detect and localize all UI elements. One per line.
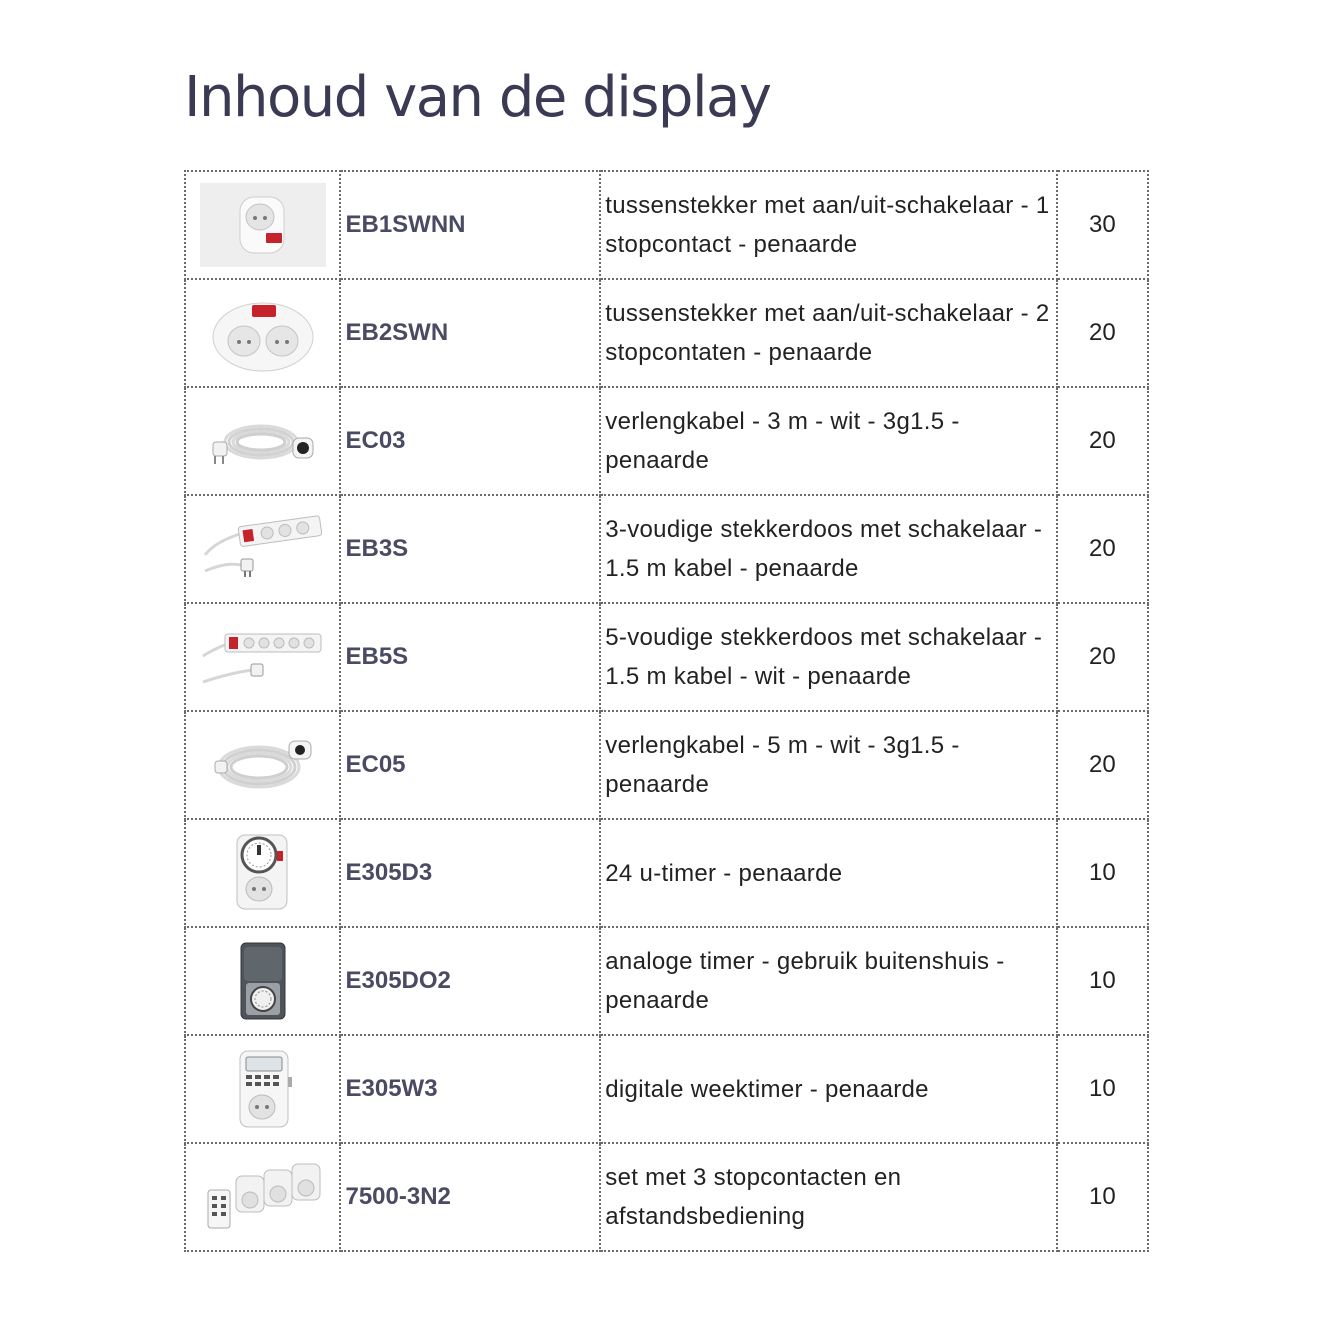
product-image-cell xyxy=(185,171,340,279)
table-row xyxy=(185,603,1148,711)
product-quantity: 20 xyxy=(1057,711,1148,819)
product-image-cell xyxy=(185,387,340,495)
product-quantity: 20 xyxy=(1057,603,1148,711)
product-code: E305D3 xyxy=(340,819,600,927)
product-quantity: 10 xyxy=(1057,927,1148,1035)
product-description: verlengkabel - 3 m - wit - 3g1.5 - penaarde xyxy=(600,387,1056,495)
product-quantity: 20 xyxy=(1057,279,1148,387)
product-code: EC05 xyxy=(340,711,600,819)
product-code: EB1SWNN xyxy=(340,171,600,279)
product-quantity: 30 xyxy=(1057,171,1148,279)
product-description: tussenstekker met aan/uit-schakelaar - 2 stopcontaten - penaarde xyxy=(600,279,1056,387)
table-row xyxy=(185,1035,1148,1143)
product-image-cell xyxy=(185,603,340,711)
product-description: 3-voudige stekkerdoos met schakelaar - 1.5 m kabel - penaarde xyxy=(600,495,1056,603)
product-quantity: 20 xyxy=(1057,495,1148,603)
table-row xyxy=(185,711,1148,819)
product-image-cell xyxy=(185,927,340,1035)
product-code: EB5S xyxy=(340,603,600,711)
product-quantity: 10 xyxy=(1057,1035,1148,1143)
product-code: E305W3 xyxy=(340,1035,600,1143)
table-row xyxy=(185,171,1148,279)
power-strip-3-image xyxy=(201,513,325,585)
table-row xyxy=(185,927,1148,1035)
product-code: EC03 xyxy=(340,387,600,495)
remote-socket-set-image xyxy=(200,1162,326,1232)
product-image-cell xyxy=(185,711,340,819)
product-image-cell xyxy=(185,1143,340,1251)
power-strip-5-image xyxy=(201,624,325,690)
extension-cable-image xyxy=(205,406,321,476)
product-code: EB3S xyxy=(340,495,600,603)
extension-cable-image xyxy=(211,733,315,797)
table-row xyxy=(185,1143,1148,1251)
table-row xyxy=(185,819,1148,927)
table-row xyxy=(185,279,1148,387)
product-code: 7500-3N2 xyxy=(340,1143,600,1251)
table-row xyxy=(185,387,1148,495)
product-description: verlengkabel - 5 m - wit - 3g1.5 - penaarde xyxy=(600,711,1056,819)
single-socket-adapter-image xyxy=(200,183,326,267)
double-socket-adapter-image xyxy=(208,291,318,375)
page-title: Inhoud van de display xyxy=(184,65,771,130)
product-code: E305DO2 xyxy=(340,927,600,1035)
product-description: analoge timer - gebruik buitenshuis - penaarde xyxy=(600,927,1056,1035)
table-row xyxy=(185,495,1148,603)
product-description: set met 3 stopcontacten en afstandsbediening xyxy=(600,1143,1056,1251)
product-quantity: 10 xyxy=(1057,1143,1148,1251)
product-quantity: 10 xyxy=(1057,819,1148,927)
product-description: tussenstekker met aan/uit-schakelaar - 1 stopcontact - penaarde xyxy=(600,171,1056,279)
product-image-cell xyxy=(185,495,340,603)
outdoor-timer-image xyxy=(235,939,291,1023)
product-code: EB2SWN xyxy=(340,279,600,387)
product-image-cell xyxy=(185,1035,340,1143)
product-table xyxy=(184,170,1149,1252)
product-description: digitale weektimer - penaarde xyxy=(600,1035,1056,1143)
product-image-cell xyxy=(185,819,340,927)
product-image-cell xyxy=(185,279,340,387)
mechanical-timer-image xyxy=(231,831,295,915)
digital-timer-image xyxy=(230,1047,296,1131)
product-quantity: 20 xyxy=(1057,387,1148,495)
product-description: 5-voudige stekkerdoos met schakelaar - 1.5 m kabel - wit - penaarde xyxy=(600,603,1056,711)
product-description: 24 u-timer - penaarde xyxy=(600,819,1056,927)
